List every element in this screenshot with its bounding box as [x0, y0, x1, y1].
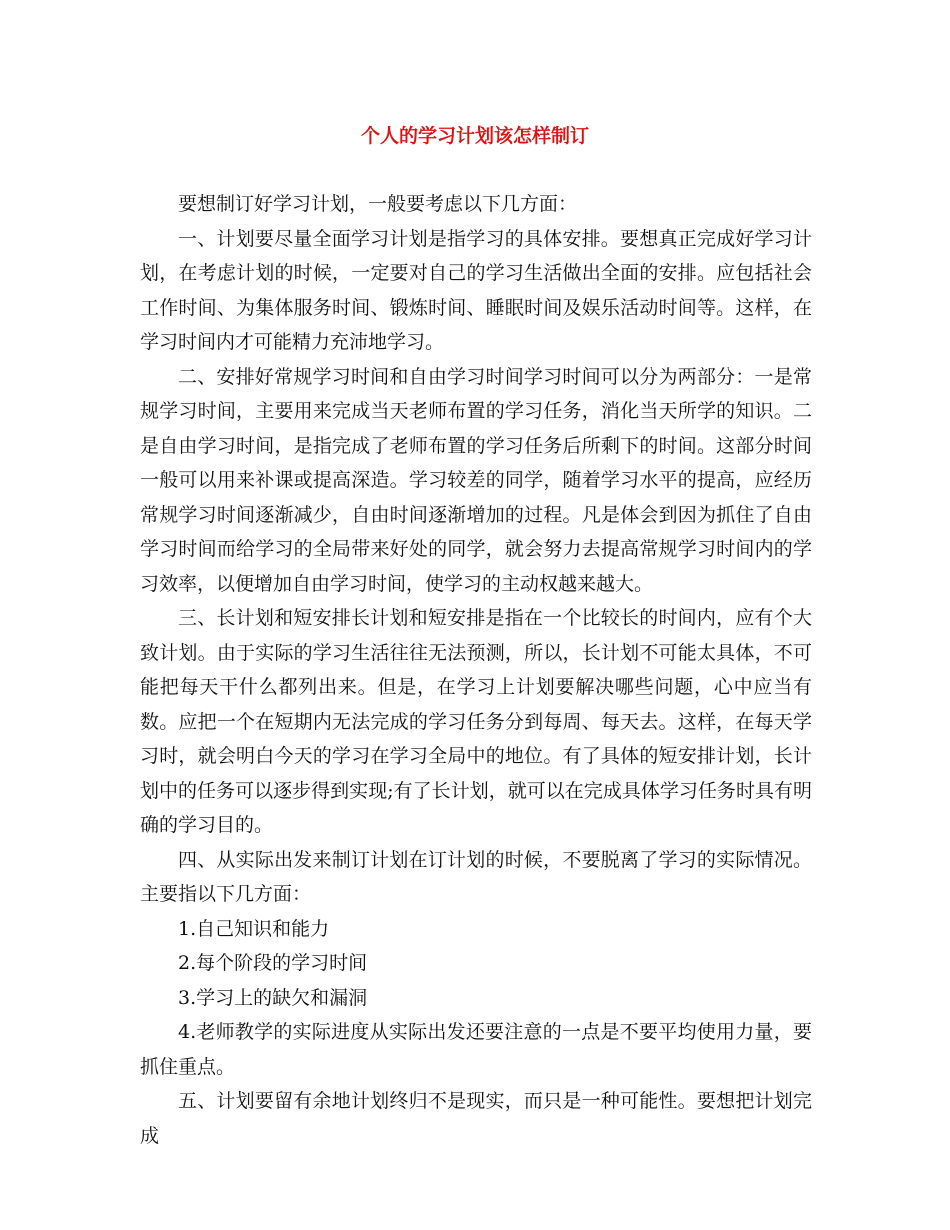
- paragraph-section-1: 一、计划要尽量全面学习计划是指学习的具体安排。要想真正完成好学习计划，在考虑计划的时候，一定要对自己的学习生活做出全面的安排。应包括社会工作时间、为集体服务时间、锻炼时间、睡眠时间及娱乐活动时间等。这样，在学习时间内才可能精力充沛地学习。: [140, 227, 812, 353]
- paragraph-section-3: 三、长计划和短安排长计划和短安排是指在一个比较长的时间内，应有个大致计划。由于实际的学习生活往往无法预测，所以，长计划不可能太具体，不可能把每天干什么都列出来。但是，在学习上计划要解决哪些问题，心中应当有数。应把一个在短期内无法完成的学习任务分到每周、每天去。这样，在每天学习时，就会明白今天的学习在学习全局中的地位。有了具体的短安排计划，长计划中的任务可以逐步得到实现;有了长计划，就可以在完成具体学习任务时具有明确的学习目的。: [140, 607, 812, 836]
- list-item-2: 2.每个阶段的学习时间: [178, 952, 368, 974]
- document-title: 个人的学习计划该怎样制订: [360, 125, 589, 147]
- list-item-1: 1.自己知识和能力: [178, 917, 330, 940]
- list-item-4: 4.老师教学的实际进度从实际出发还要注意的一点是不要平均使用力量，要抓住重点。: [140, 1021, 812, 1078]
- paragraph-section-2: 二、安排好常规学习时间和自由学习时间学习时间可以分为两部分：一是常规学习时间，主要用来完成当天老师布置的学习任务，消化当天所学的知识。二是自由学习时间，是指完成了老师布置的学习任务后所剩下的时间。这部分时间一般可以用来补课或提高深造。学习较差的同学，随着学习水平的提高，应经历常规学习时间逐渐减少，自由时间逐渐增加的过程。凡是体会到因为抓住了自由学习时间而给学习的全局带来好处的同学，就会努力去提高常规学习时间内的学习效率，以便增加自由学习时间，使学习的主动权越来越大。: [140, 365, 812, 595]
- document-body: [140, 187, 812, 1153]
- paragraph-section-4: 四、从实际出发来制订计划在订计划的时候，不要脱离了学习的实际情况。主要指以下几方面：: [140, 848, 812, 905]
- paragraph-intro: 要想制订好学习计划，一般要考虑以下几方面：: [178, 193, 578, 215]
- list-item-3: 3.学习上的缺欠和漏洞: [178, 986, 368, 1009]
- paragraph-section-5: 五、计划要留有余地计划终归不是现实，而只是一种可能性。要想把计划完成: [140, 1090, 812, 1147]
